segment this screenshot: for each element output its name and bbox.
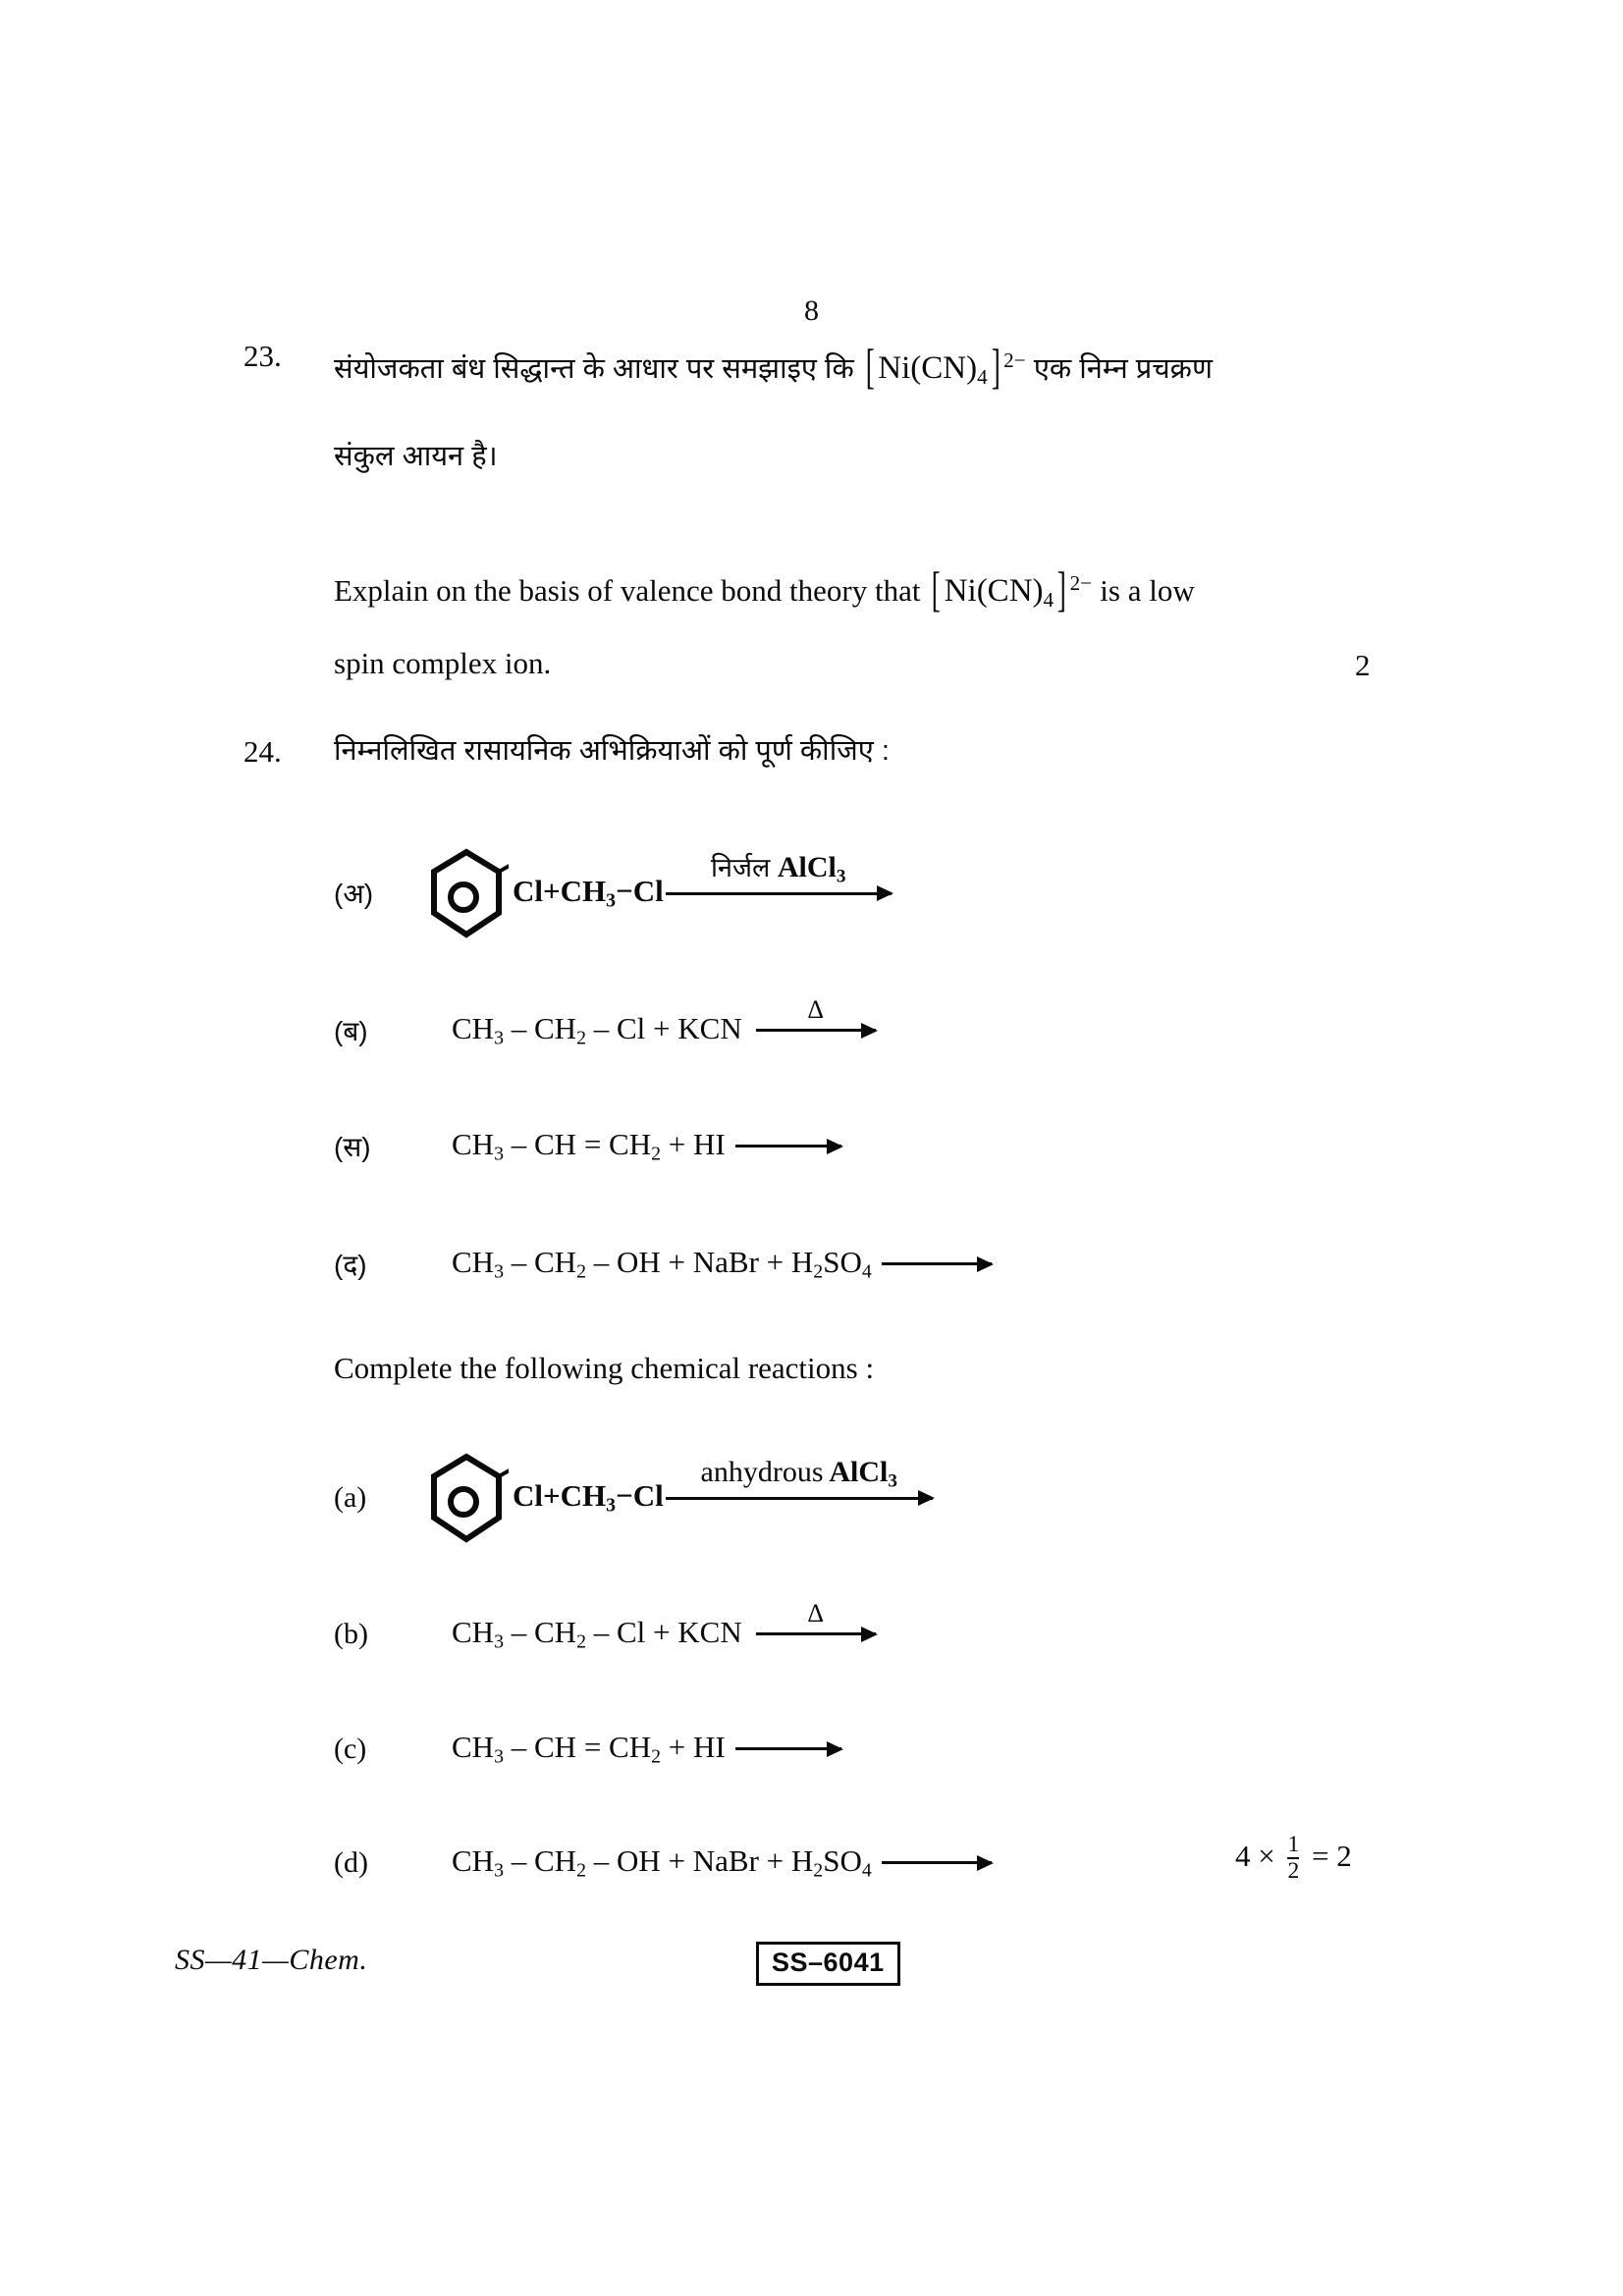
question-23-number: 23.	[243, 339, 282, 373]
formula-core: Ni(CN)	[878, 350, 978, 387]
arrow-head	[861, 1627, 878, 1642]
ch3-subscript: 3	[606, 1494, 617, 1517]
formula-charge: 2−	[1069, 571, 1093, 596]
reaction-label: (d)	[334, 1845, 368, 1879]
reactant-cl2: Cl	[632, 1478, 664, 1514]
arrow-condition	[666, 850, 892, 887]
q23-hindi-formula	[862, 340, 1034, 394]
condition-formula: AlCl	[777, 850, 837, 883]
question-24-number: 24.	[243, 734, 282, 769]
condition-text: anhydrous	[700, 1455, 824, 1488]
reaction-arrow	[735, 1747, 841, 1750]
arrow-shaft	[882, 1861, 992, 1864]
bracket-open: [	[931, 562, 941, 616]
footer-paper-code: SS—41—Chem.	[175, 1944, 368, 1976]
reactant-ch3: CH	[560, 1478, 607, 1514]
q23-english-text-b: is a low	[1100, 573, 1195, 609]
reaction-equation	[513, 1478, 664, 1518]
reaction-arrow	[666, 1455, 933, 1500]
reaction-english-a	[334, 1451, 933, 1545]
q23-hindi-text-b: एक निम्न प्रचक्रण	[1033, 353, 1213, 386]
reaction-hindi-a	[334, 846, 892, 940]
arrow-head	[977, 1256, 994, 1272]
arrow-head	[861, 1023, 878, 1039]
question-23-hindi-line1	[334, 342, 1213, 393]
reaction-equation: $CH_3 - CH_2$ – Cl + KCN	[452, 1011, 742, 1049]
reaction-equation: $CH_3$ – CH = $CH_2$ + HI	[452, 1127, 726, 1165]
arrow-condition: Δ	[807, 1599, 825, 1629]
question-23-hindi-line2: संकुल आयन है।	[334, 441, 498, 472]
reaction-hindi-b	[334, 995, 876, 1050]
question-23-english-line2: spin complex ion.	[334, 646, 552, 680]
reaction-english-b	[334, 1599, 876, 1654]
arrow-shaft	[735, 1145, 841, 1148]
arrow-shaft	[666, 892, 892, 895]
reaction-arrow	[882, 1262, 992, 1265]
question-23-english-line1	[334, 564, 1195, 615]
bond-dash: −	[616, 1478, 633, 1514]
reactant-cl2: Cl	[632, 874, 664, 909]
formula-subscript: 4	[977, 364, 988, 389]
question-24-marks	[1235, 1834, 1352, 1884]
arrow-shaft	[666, 1497, 933, 1500]
reaction-equation: $CH_3 - CH_2$ – OH + NaBr + $H_2SO_4$	[452, 1843, 872, 1882]
formula-subscript: 4	[1043, 587, 1055, 612]
reactant-cl: Cl	[513, 1478, 543, 1514]
q23-english-text-a: Explain on the basis of valence bond theory that	[334, 573, 921, 609]
reaction-arrow	[756, 995, 876, 1032]
reaction-arrow	[666, 850, 892, 895]
plus-sign: +	[543, 874, 561, 909]
q23-hindi-text-a: संयोजकता बंध सिद्धान्त के आधार पर समझाइए कि	[334, 353, 854, 386]
arrow-head	[918, 1490, 935, 1506]
reaction-hindi-d	[334, 1245, 992, 1284]
condition-subscript: 3	[888, 1470, 897, 1492]
arrow-head	[827, 1139, 843, 1154]
question-24-english-heading: Complete the following chemical reactions :	[334, 1351, 875, 1385]
arrow-condition: Δ	[807, 995, 825, 1025]
fraction-denominator: 2	[1287, 1857, 1300, 1884]
question-24-hindi-heading: निम्नलिखित रासायनिक अभिक्रियाओं को पूर्ण कीजिए :	[334, 735, 890, 767]
reaction-equation: $CH_3 - CH_2$ – Cl + KCN	[452, 1615, 742, 1653]
reaction-label: (c)	[334, 1732, 367, 1765]
arrow-head	[977, 1855, 994, 1871]
condition-subscript: 3	[836, 866, 846, 887]
arrow-head	[877, 885, 893, 901]
arrow-shaft	[735, 1747, 841, 1750]
question-23-marks: 2	[1355, 648, 1371, 682]
reaction-label: (स)	[334, 1131, 371, 1162]
plus-sign: +	[543, 1478, 561, 1514]
benzene-ring-icon	[424, 846, 509, 940]
arrow-shaft	[756, 1632, 876, 1635]
condition-formula: AlCl	[829, 1455, 889, 1488]
benzene-ring-icon	[424, 1451, 509, 1545]
reaction-hindi-c	[334, 1127, 841, 1166]
reaction-arrow	[882, 1861, 992, 1864]
reaction-equation: $CH_3$ – CH = $CH_2$ + HI	[452, 1730, 726, 1768]
reaction-english-c	[334, 1730, 841, 1769]
reactant-cl: Cl	[513, 874, 543, 909]
arrow-shaft	[756, 1029, 876, 1032]
bracket-close: ]	[1056, 562, 1066, 616]
bracket-open: [	[865, 340, 875, 394]
arrow-shaft	[882, 1262, 992, 1265]
reaction-arrow	[756, 1599, 876, 1635]
reactant-ch3: CH	[560, 874, 607, 909]
reaction-label: (b)	[334, 1617, 368, 1650]
arrow-condition	[666, 1455, 933, 1492]
reaction-equation	[513, 874, 664, 913]
reaction-equation: $CH_3 - CH_2$ – OH + NaBr + $H_2SO_4$	[452, 1245, 872, 1283]
ch3-subscript: 3	[606, 889, 617, 912]
marks-fraction	[1287, 1833, 1299, 1883]
marks-factor: 4	[1235, 1838, 1251, 1873]
arrow-head	[827, 1741, 843, 1757]
condition-hindi-text: निर्जल	[711, 852, 771, 882]
marks-result: 2	[1336, 1838, 1352, 1873]
q23-english-formula	[928, 562, 1100, 616]
marks-equals: =	[1312, 1838, 1329, 1873]
marks-times: ×	[1258, 1838, 1275, 1873]
reaction-english-d	[334, 1843, 992, 1883]
bond-dash: −	[616, 874, 633, 909]
reaction-label: (द)	[334, 1249, 367, 1280]
page-number: 8	[804, 294, 819, 327]
formula-charge: 2−	[1003, 348, 1026, 373]
fraction-numerator: 1	[1287, 1832, 1300, 1857]
reaction-arrow	[735, 1145, 841, 1148]
formula-core: Ni(CN)	[944, 573, 1044, 610]
reaction-label: (अ)	[334, 879, 374, 909]
bracket-close: ]	[991, 340, 1001, 394]
reaction-label: (a)	[334, 1481, 367, 1514]
reaction-label: (ब)	[334, 1015, 368, 1046]
footer-boxed-code: SS–6041	[756, 1942, 900, 1986]
